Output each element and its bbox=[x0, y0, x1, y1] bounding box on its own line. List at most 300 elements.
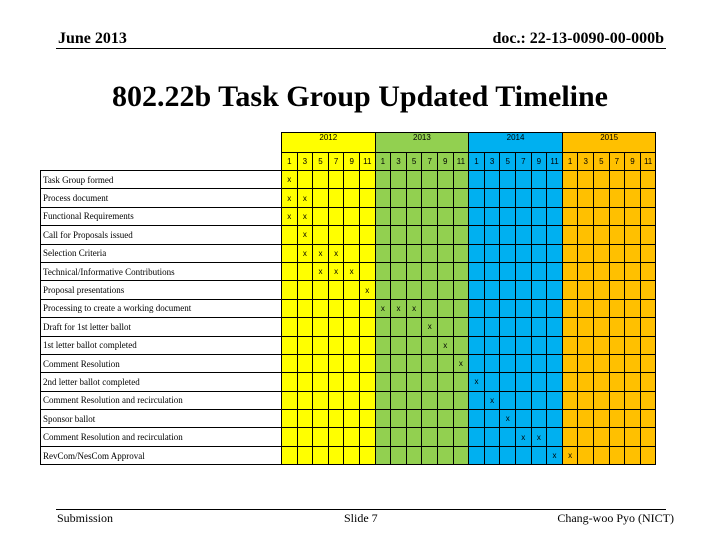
task-mark: x bbox=[422, 318, 438, 336]
timeline-cell bbox=[453, 391, 469, 409]
timeline-cell bbox=[531, 189, 547, 207]
task-mark: x bbox=[313, 244, 329, 262]
table-row bbox=[41, 373, 656, 391]
timeline-cell bbox=[282, 391, 298, 409]
timeline-cell bbox=[406, 354, 422, 372]
timeline-cell bbox=[594, 373, 610, 391]
timeline-cell bbox=[359, 207, 375, 225]
timeline-cell bbox=[578, 207, 594, 225]
timeline-cell bbox=[297, 262, 313, 280]
timeline-cell bbox=[422, 189, 438, 207]
timeline-cell bbox=[516, 299, 532, 317]
table-row bbox=[41, 281, 656, 299]
timeline-cell bbox=[547, 373, 563, 391]
timeline-cell bbox=[313, 354, 329, 372]
month-header: 1 bbox=[562, 153, 578, 171]
timeline-cell bbox=[282, 373, 298, 391]
task-label: Functional Requirements bbox=[41, 207, 282, 225]
month-header: 11 bbox=[640, 153, 656, 171]
timeline-cell bbox=[578, 373, 594, 391]
timeline-cell bbox=[375, 410, 391, 428]
timeline-cell bbox=[344, 299, 360, 317]
timeline-cell bbox=[500, 299, 516, 317]
timeline-cell bbox=[313, 373, 329, 391]
timeline-cell bbox=[625, 189, 641, 207]
timeline-cell bbox=[531, 354, 547, 372]
timeline-cell bbox=[359, 410, 375, 428]
timeline-cell bbox=[594, 244, 610, 262]
task-mark: x bbox=[484, 391, 500, 409]
timeline-cell bbox=[609, 354, 625, 372]
timeline-cell bbox=[469, 336, 485, 354]
timeline-cell bbox=[359, 373, 375, 391]
timeline-cell bbox=[437, 318, 453, 336]
timeline-cell bbox=[282, 428, 298, 446]
month-header: 3 bbox=[484, 153, 500, 171]
timeline-cell bbox=[594, 318, 610, 336]
timeline-cell bbox=[562, 207, 578, 225]
task-mark: x bbox=[531, 428, 547, 446]
timeline-cell bbox=[406, 446, 422, 464]
timeline-cell bbox=[453, 318, 469, 336]
timeline-cell bbox=[640, 281, 656, 299]
timeline-cell bbox=[562, 318, 578, 336]
timeline-cell bbox=[328, 226, 344, 244]
year-header: 2015 bbox=[562, 133, 656, 153]
timeline-cell bbox=[422, 299, 438, 317]
timeline-cell bbox=[500, 428, 516, 446]
timeline-cell bbox=[313, 171, 329, 189]
timeline-cell bbox=[547, 410, 563, 428]
month-header: 9 bbox=[531, 153, 547, 171]
timeline-cell bbox=[422, 373, 438, 391]
timeline-cell bbox=[437, 207, 453, 225]
timeline-cell bbox=[313, 226, 329, 244]
timeline-cell bbox=[453, 299, 469, 317]
timeline-cell bbox=[469, 299, 485, 317]
timeline-cell bbox=[640, 391, 656, 409]
table-row bbox=[41, 354, 656, 372]
year-header: 2013 bbox=[375, 133, 469, 153]
timeline-cell bbox=[531, 262, 547, 280]
table-row bbox=[41, 244, 656, 262]
table-row bbox=[41, 336, 656, 354]
timeline-cell bbox=[453, 171, 469, 189]
timeline-cell bbox=[453, 189, 469, 207]
timeline-cell bbox=[594, 354, 610, 372]
month-header: 7 bbox=[609, 153, 625, 171]
timeline-cell bbox=[469, 262, 485, 280]
timeline-cell bbox=[500, 226, 516, 244]
timeline-cell bbox=[640, 446, 656, 464]
timeline-cell bbox=[547, 299, 563, 317]
timeline-cell bbox=[391, 336, 407, 354]
timeline-cell bbox=[313, 446, 329, 464]
timeline-cell bbox=[328, 428, 344, 446]
timeline-cell bbox=[625, 373, 641, 391]
task-mark: x bbox=[516, 428, 532, 446]
timeline-cell bbox=[282, 262, 298, 280]
task-label: Proposal presentations bbox=[41, 281, 282, 299]
timeline-cell bbox=[562, 281, 578, 299]
timeline-cell bbox=[625, 262, 641, 280]
timeline-cell bbox=[562, 410, 578, 428]
timeline-cell bbox=[282, 299, 298, 317]
task-mark: x bbox=[297, 189, 313, 207]
month-header: 5 bbox=[406, 153, 422, 171]
timeline-cell bbox=[578, 171, 594, 189]
timeline-cell bbox=[328, 318, 344, 336]
timeline-cell bbox=[359, 391, 375, 409]
timeline-cell bbox=[609, 262, 625, 280]
timeline-cell bbox=[406, 226, 422, 244]
timeline-cell bbox=[484, 410, 500, 428]
timeline-cell bbox=[437, 171, 453, 189]
task-mark: x bbox=[547, 446, 563, 464]
timeline-cell bbox=[594, 410, 610, 428]
timeline-cell bbox=[328, 336, 344, 354]
timeline-cell bbox=[516, 262, 532, 280]
timeline-cell bbox=[391, 244, 407, 262]
timeline-cell bbox=[282, 354, 298, 372]
timeline-cell bbox=[375, 428, 391, 446]
timeline-cell bbox=[547, 262, 563, 280]
timeline-cell bbox=[562, 171, 578, 189]
timeline-cell bbox=[313, 410, 329, 428]
timeline-cell bbox=[437, 189, 453, 207]
timeline-cell bbox=[531, 207, 547, 225]
timeline-cell bbox=[422, 354, 438, 372]
timeline-cell bbox=[297, 299, 313, 317]
timeline-cell bbox=[406, 171, 422, 189]
timeline-cell bbox=[562, 262, 578, 280]
table-row bbox=[41, 446, 656, 464]
timeline-cell bbox=[328, 373, 344, 391]
timeline-cell bbox=[422, 428, 438, 446]
timeline-cell bbox=[391, 410, 407, 428]
timeline-cell bbox=[437, 244, 453, 262]
timeline-cell bbox=[594, 446, 610, 464]
timeline-cell bbox=[422, 281, 438, 299]
timeline-cell bbox=[500, 446, 516, 464]
timeline-cell bbox=[469, 244, 485, 262]
timeline-cell bbox=[562, 226, 578, 244]
timeline-cell bbox=[484, 189, 500, 207]
timeline-cell bbox=[359, 171, 375, 189]
timeline-cell bbox=[344, 428, 360, 446]
timeline-cell bbox=[484, 336, 500, 354]
timeline-cell bbox=[297, 354, 313, 372]
timeline-cell bbox=[562, 299, 578, 317]
header-divider bbox=[56, 48, 666, 49]
timeline-cell bbox=[375, 244, 391, 262]
timeline-cell bbox=[609, 226, 625, 244]
timeline-cell bbox=[469, 226, 485, 244]
timeline-cell bbox=[609, 336, 625, 354]
timeline-cell bbox=[562, 244, 578, 262]
timeline-cell bbox=[422, 171, 438, 189]
timeline-cell bbox=[484, 373, 500, 391]
timeline-cell bbox=[500, 244, 516, 262]
task-label: Process document bbox=[41, 189, 282, 207]
task-mark: x bbox=[328, 244, 344, 262]
timeline-cell bbox=[484, 171, 500, 189]
timeline-cell bbox=[391, 226, 407, 244]
timeline-cell bbox=[297, 373, 313, 391]
timeline-cell bbox=[282, 318, 298, 336]
table-row bbox=[41, 207, 656, 225]
timeline-cell bbox=[375, 262, 391, 280]
timeline-cell bbox=[391, 391, 407, 409]
timeline-cell bbox=[609, 446, 625, 464]
timeline-cell bbox=[609, 244, 625, 262]
timeline-cell bbox=[531, 318, 547, 336]
month-header: 5 bbox=[313, 153, 329, 171]
timeline-cell bbox=[375, 373, 391, 391]
table-row bbox=[41, 391, 656, 409]
timeline-cell bbox=[547, 336, 563, 354]
timeline-cell bbox=[547, 428, 563, 446]
timeline-cell bbox=[282, 226, 298, 244]
task-mark: x bbox=[562, 446, 578, 464]
timeline-cell bbox=[422, 391, 438, 409]
timeline-cell bbox=[594, 428, 610, 446]
timeline-cell bbox=[297, 281, 313, 299]
timeline-cell bbox=[484, 226, 500, 244]
timeline-cell bbox=[484, 244, 500, 262]
timeline-cell bbox=[516, 410, 532, 428]
year-header: 2012 bbox=[282, 133, 376, 153]
task-label: 1st letter ballot completed bbox=[41, 336, 282, 354]
timeline-cell bbox=[422, 336, 438, 354]
timeline-cell bbox=[282, 281, 298, 299]
timeline-cell bbox=[359, 244, 375, 262]
footer-submission: Submission bbox=[57, 511, 114, 525]
timeline-cell bbox=[344, 410, 360, 428]
timeline-cell bbox=[406, 373, 422, 391]
footer-author: Chang-woo Pyo (NICT) bbox=[557, 511, 674, 525]
timeline-cell bbox=[484, 428, 500, 446]
timeline-cell bbox=[625, 336, 641, 354]
timeline-cell bbox=[406, 244, 422, 262]
timeline-cell bbox=[328, 446, 344, 464]
timeline-cell bbox=[578, 410, 594, 428]
timeline-table bbox=[40, 132, 656, 465]
timeline-grid bbox=[40, 132, 656, 465]
timeline-cell bbox=[328, 354, 344, 372]
timeline-cell bbox=[547, 207, 563, 225]
task-label: Technical/Informative Contributions bbox=[41, 262, 282, 280]
timeline-cell bbox=[328, 299, 344, 317]
timeline-cell bbox=[578, 262, 594, 280]
timeline-cell bbox=[313, 336, 329, 354]
timeline-cell bbox=[375, 171, 391, 189]
timeline-cell bbox=[609, 207, 625, 225]
timeline-cell bbox=[640, 299, 656, 317]
timeline-cell bbox=[516, 336, 532, 354]
timeline-cell bbox=[484, 262, 500, 280]
timeline-cell bbox=[437, 391, 453, 409]
task-mark: x bbox=[282, 207, 298, 225]
timeline-cell bbox=[640, 207, 656, 225]
timeline-cell bbox=[594, 262, 610, 280]
timeline-cell bbox=[562, 189, 578, 207]
task-mark: x bbox=[297, 207, 313, 225]
timeline-cell bbox=[344, 373, 360, 391]
timeline-cell bbox=[469, 391, 485, 409]
timeline-cell bbox=[609, 373, 625, 391]
table-row bbox=[41, 262, 656, 280]
task-mark: x bbox=[500, 410, 516, 428]
timeline-cell bbox=[313, 391, 329, 409]
timeline-cell bbox=[422, 262, 438, 280]
table-row bbox=[41, 171, 656, 189]
timeline-cell bbox=[469, 410, 485, 428]
timeline-cell bbox=[391, 207, 407, 225]
slide-title: 802.22b Task Group Updated Timeline bbox=[112, 80, 608, 113]
table-row bbox=[41, 299, 656, 317]
task-label: Sponsor ballot bbox=[41, 410, 282, 428]
header-doc-id: doc.: 22-13-0090-00-000b bbox=[492, 30, 664, 47]
timeline-cell bbox=[297, 171, 313, 189]
timeline-cell bbox=[609, 428, 625, 446]
timeline-cell bbox=[406, 281, 422, 299]
timeline-cell bbox=[406, 262, 422, 280]
timeline-cell bbox=[609, 299, 625, 317]
timeline-cell bbox=[375, 446, 391, 464]
table-row bbox=[41, 189, 656, 207]
timeline-cell bbox=[578, 299, 594, 317]
timeline-cell bbox=[640, 226, 656, 244]
timeline-cell bbox=[578, 336, 594, 354]
task-label: Draft for 1st letter ballot bbox=[41, 318, 282, 336]
month-header: 11 bbox=[359, 153, 375, 171]
timeline-cell bbox=[531, 410, 547, 428]
task-mark: x bbox=[282, 189, 298, 207]
timeline-cell bbox=[500, 373, 516, 391]
timeline-cell bbox=[422, 446, 438, 464]
timeline-cell bbox=[609, 171, 625, 189]
timeline-cell bbox=[516, 373, 532, 391]
timeline-cell bbox=[578, 391, 594, 409]
timeline-cell bbox=[437, 410, 453, 428]
timeline-cell bbox=[547, 354, 563, 372]
timeline-cell bbox=[531, 299, 547, 317]
timeline-cell bbox=[328, 391, 344, 409]
timeline-cell bbox=[313, 207, 329, 225]
timeline-cell bbox=[594, 171, 610, 189]
timeline-cell bbox=[328, 207, 344, 225]
month-header: 7 bbox=[328, 153, 344, 171]
timeline-cell bbox=[500, 336, 516, 354]
timeline-cell bbox=[375, 226, 391, 244]
timeline-cell bbox=[359, 189, 375, 207]
timeline-cell bbox=[531, 226, 547, 244]
timeline-cell bbox=[359, 336, 375, 354]
timeline-cell bbox=[297, 391, 313, 409]
timeline-cell bbox=[640, 262, 656, 280]
timeline-cell bbox=[282, 446, 298, 464]
task-mark: x bbox=[437, 336, 453, 354]
timeline-cell bbox=[391, 446, 407, 464]
timeline-cell bbox=[453, 226, 469, 244]
task-mark: x bbox=[391, 299, 407, 317]
timeline-cell bbox=[547, 226, 563, 244]
timeline-cell bbox=[297, 446, 313, 464]
timeline-cell bbox=[344, 391, 360, 409]
timeline-cell bbox=[578, 189, 594, 207]
timeline-cell bbox=[609, 281, 625, 299]
timeline-cell bbox=[344, 318, 360, 336]
month-header: 1 bbox=[375, 153, 391, 171]
timeline-cell bbox=[359, 262, 375, 280]
month-header: 3 bbox=[578, 153, 594, 171]
timeline-cell bbox=[297, 318, 313, 336]
timeline-cell bbox=[406, 207, 422, 225]
timeline-cell bbox=[625, 354, 641, 372]
task-label: RevCom/NesCom Approval bbox=[41, 446, 282, 464]
timeline-cell bbox=[375, 207, 391, 225]
timeline-cell bbox=[625, 428, 641, 446]
task-mark: x bbox=[313, 262, 329, 280]
timeline-cell bbox=[578, 281, 594, 299]
timeline-cell bbox=[516, 446, 532, 464]
timeline-cell bbox=[500, 354, 516, 372]
timeline-cell bbox=[469, 446, 485, 464]
timeline-cell bbox=[594, 299, 610, 317]
timeline-cell bbox=[313, 189, 329, 207]
timeline-cell bbox=[422, 226, 438, 244]
timeline-cell bbox=[516, 226, 532, 244]
timeline-cell bbox=[625, 244, 641, 262]
month-header: 7 bbox=[516, 153, 532, 171]
timeline-cell bbox=[609, 189, 625, 207]
timeline-cell bbox=[391, 373, 407, 391]
timeline-cell bbox=[437, 262, 453, 280]
timeline-cell bbox=[375, 318, 391, 336]
timeline-cell bbox=[640, 244, 656, 262]
timeline-cell bbox=[437, 354, 453, 372]
timeline-cell bbox=[562, 354, 578, 372]
timeline-cell bbox=[562, 428, 578, 446]
timeline-cell bbox=[391, 189, 407, 207]
timeline-cell bbox=[547, 244, 563, 262]
timeline-cell bbox=[453, 446, 469, 464]
timeline-cell bbox=[313, 428, 329, 446]
timeline-cell bbox=[547, 189, 563, 207]
timeline-cell bbox=[531, 281, 547, 299]
timeline-cell bbox=[391, 262, 407, 280]
table-row bbox=[41, 226, 656, 244]
timeline-cell bbox=[500, 281, 516, 299]
timeline-cell bbox=[625, 171, 641, 189]
timeline-cell bbox=[391, 354, 407, 372]
timeline-cell bbox=[344, 189, 360, 207]
timeline-cell bbox=[469, 207, 485, 225]
timeline-cell bbox=[594, 281, 610, 299]
task-label: Comment Resolution bbox=[41, 354, 282, 372]
header-date: June 2013 bbox=[58, 30, 127, 47]
timeline-cell bbox=[640, 171, 656, 189]
timeline-cell bbox=[469, 428, 485, 446]
timeline-cell bbox=[500, 262, 516, 280]
timeline-cell bbox=[578, 244, 594, 262]
timeline-cell bbox=[531, 171, 547, 189]
task-label: Call for Proposals issued bbox=[41, 226, 282, 244]
footer-slide-number: Slide 7 bbox=[344, 511, 378, 525]
timeline-cell bbox=[375, 354, 391, 372]
timeline-cell bbox=[359, 226, 375, 244]
